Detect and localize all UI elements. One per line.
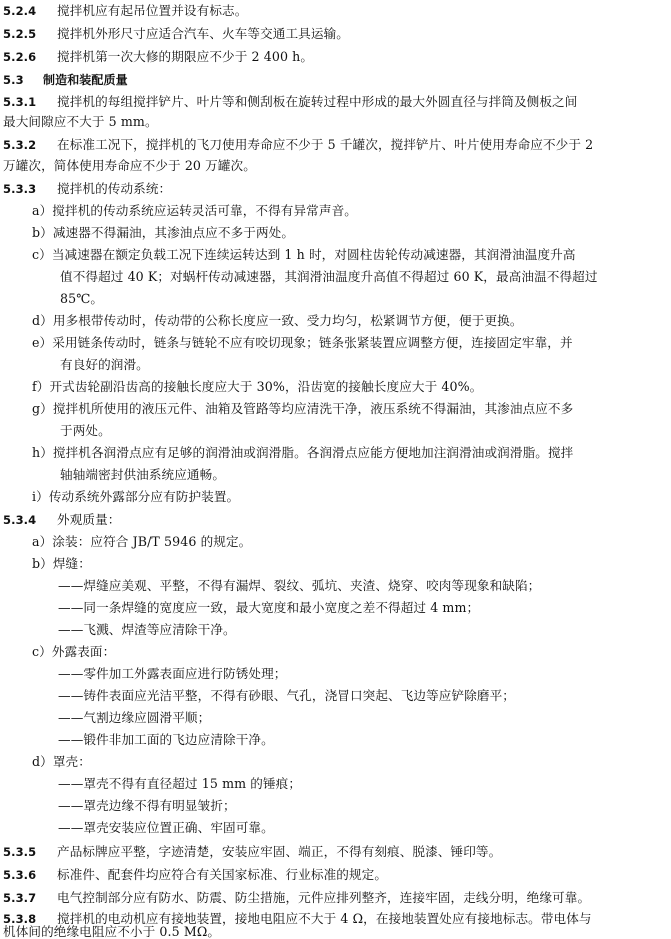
item-5-3-3-e-line1: e）采用链条传动时，链条与链轮不应有咬切现象；链条张紧装置应调整方便，连接固定牢靠，并: [32, 335, 573, 350]
clause-5-3-3-heading: [3, 180, 171, 198]
clause-title: 外观质量：: [57, 512, 121, 527]
clause-text: 搅拌机第一次大修的期限应不少于 2 400 h。: [57, 49, 314, 64]
item-5-3-4-c-dash4: ——锻件非加工面的飞边应清除干净。: [58, 732, 274, 747]
item-5-3-4-d-dash3: ——罩壳安装应位置正确、牢固可靠。: [58, 820, 274, 835]
item-5-3-3-h-line2: 轴轴端密封供油系统应通畅。: [60, 467, 226, 482]
clause-text: 标准件、配套件均应符合有关国家标准、行业标准的规定。: [57, 867, 388, 882]
clause-number: 5.2.4: [3, 4, 37, 18]
section-5-3-heading: [3, 71, 128, 89]
clause-5-3-2-line2: 万罐次，简体使用寿命应不少于 20 万罐次。: [3, 158, 256, 173]
clause-number: 5.3.2: [3, 138, 37, 152]
clause-5-3-5: [3, 843, 501, 861]
item-5-3-4-d-dash2: ——罩壳边缘不得有明显皱折；: [58, 798, 236, 813]
clause-5-3-4-heading: [3, 511, 120, 529]
item-5-3-3-g-line2: 于两处。: [60, 423, 111, 438]
item-5-3-4-d-dash1: ——罩壳不得有直径超过 15 mm 的锤痕；: [58, 776, 302, 791]
clause-5-3-2-line1: [3, 136, 593, 154]
item-5-3-4-b-dash3: ——飞溅、焊渣等应清除干净。: [58, 622, 236, 637]
clause-5-2-5: [3, 25, 349, 43]
clause-number: 5.2.6: [3, 50, 37, 64]
clause-number: 5.3.7: [3, 891, 37, 905]
clause-text: 搅拌机外形尺寸应适合汽车、火车等交通工具运输。: [57, 26, 349, 41]
clause-number: 5.3.3: [3, 182, 37, 196]
clause-number: 5.3.6: [3, 868, 37, 882]
item-5-3-4-c: c）外露表面：: [32, 644, 116, 659]
clause-5-3-1-line1: [3, 93, 577, 111]
item-5-3-4-b: b）焊缝：: [32, 556, 91, 571]
item-5-3-3-h-line1: h）搅拌机各润滑点应有足够的润滑油或润滑脂。各润滑点应能方便地加注润滑油或润滑脂。搅拌: [32, 445, 574, 460]
item-5-3-3-i: i）传动系统外露部分应有防护装置。: [32, 489, 240, 504]
clause-text: 产品标牌应平整，字迹清楚，安装应牢固、端正，不得有刻痕、脱漆、锤印等。: [57, 844, 502, 859]
clause-text: 搅拌机的电动机应有接地装置，接地电阻应不大于 4 Ω，在接地装置处应有接地标志。带电体与: [57, 911, 592, 926]
item-5-3-3-a: a）搅拌机的传动系统应运转灵活可靠，不得有异常声音。: [32, 203, 357, 218]
item-5-3-3-f: f）开式齿轮副沿齿高的接触长度应大于 30%，沿齿宽的接触长度应大于 40%。: [32, 379, 483, 394]
clause-number: 5.3.1: [3, 95, 37, 109]
item-5-3-4-d: d）罩壳：: [32, 754, 91, 769]
clause-title: 搅拌机的传动系统：: [57, 181, 172, 196]
item-5-3-4-c-dash1: ——零件加工外露表面应进行防锈处理；: [58, 666, 287, 681]
clause-5-3-8-line2: 机体间的绝缘电阻应不小于 0.5 MΩ。: [3, 924, 221, 939]
clause-5-3-1-line2: 最大间隙应不大于 5 mm。: [3, 114, 158, 129]
clause-text: 搅拌机的每组搅拌铲片、叶片等和侧刮板在旋转过程中形成的最大外圆直径与拌筒及侧板之间: [57, 94, 578, 109]
item-5-3-3-c-line1: c）当减速器在额定负载工况下连续运转达到 1 h 时，对圆柱齿轮传动减速器，其润滑油温度升高: [32, 247, 576, 262]
item-5-3-3-b: b）减速器不得漏油，其渗油点应不多于两处。: [32, 225, 295, 240]
section-number: 5.3: [3, 73, 24, 87]
section-title: 制造和装配质量: [43, 73, 128, 87]
clause-number: 5.3.5: [3, 845, 37, 859]
item-5-3-3-d: d）用多根带传动时，传动带的公称长度应一致、受力均匀，松紧调节方便，便于更换。: [32, 313, 523, 328]
clause-5-2-4: [3, 2, 247, 20]
clause-text: 电气控制部分应有防水、防震、防尘措施，元件应排列整齐，连接牢固，走线分明，绝缘可靠。: [57, 890, 591, 905]
item-5-3-4-a: a）涂装：应符合 JB/T 5946 的规定。: [32, 534, 252, 549]
item-5-3-4-b-dash1: ——焊缝应美观、平整，不得有漏焊、裂纹、弧坑、夹渣、烧穿、咬肉等现象和缺陷；: [58, 578, 541, 593]
clause-text: 搅拌机应有起吊位置并设有标志。: [57, 3, 248, 18]
item-5-3-3-c-line3: 85℃。: [60, 291, 104, 306]
item-5-3-4-c-dash2: ——铸件表面应光洁平整，不得有砂眼、气孔，浇冒口突起、飞边等应铲除磨平；: [58, 688, 515, 703]
clause-5-3-6: [3, 866, 387, 884]
item-5-3-4-c-dash3: ——气割边缘应圆滑平顺；: [58, 710, 211, 725]
clause-number: 5.2.5: [3, 27, 37, 41]
item-5-3-3-g-line1: g）搅拌机所使用的液压元件、油箱及管路等均应清洗干净，液压系统不得漏油，其渗油点应不多: [32, 401, 574, 416]
clause-5-2-6: [3, 48, 313, 66]
item-5-3-4-b-dash2: ——同一条焊缝的宽度应一致，最大宽度和最小宽度之差不得超过 4 mm；: [58, 600, 480, 615]
clause-text: 在标准工况下，搅拌机的飞刀使用寿命应不少于 5 千罐次，搅拌铲片、叶片使用寿命应不少于 2: [57, 137, 594, 152]
item-5-3-3-e-line2: 有良好的润滑。: [60, 357, 149, 372]
clause-5-3-7: [3, 889, 590, 907]
clause-number: 5.3.8: [3, 912, 37, 926]
clause-number: 5.3.4: [3, 513, 37, 527]
item-5-3-3-c-line2: 值不得超过 40 K；对蜗杆传动减速器，其润滑油温度升高值不得超过 60 K，最高油温不得超过: [60, 269, 598, 284]
